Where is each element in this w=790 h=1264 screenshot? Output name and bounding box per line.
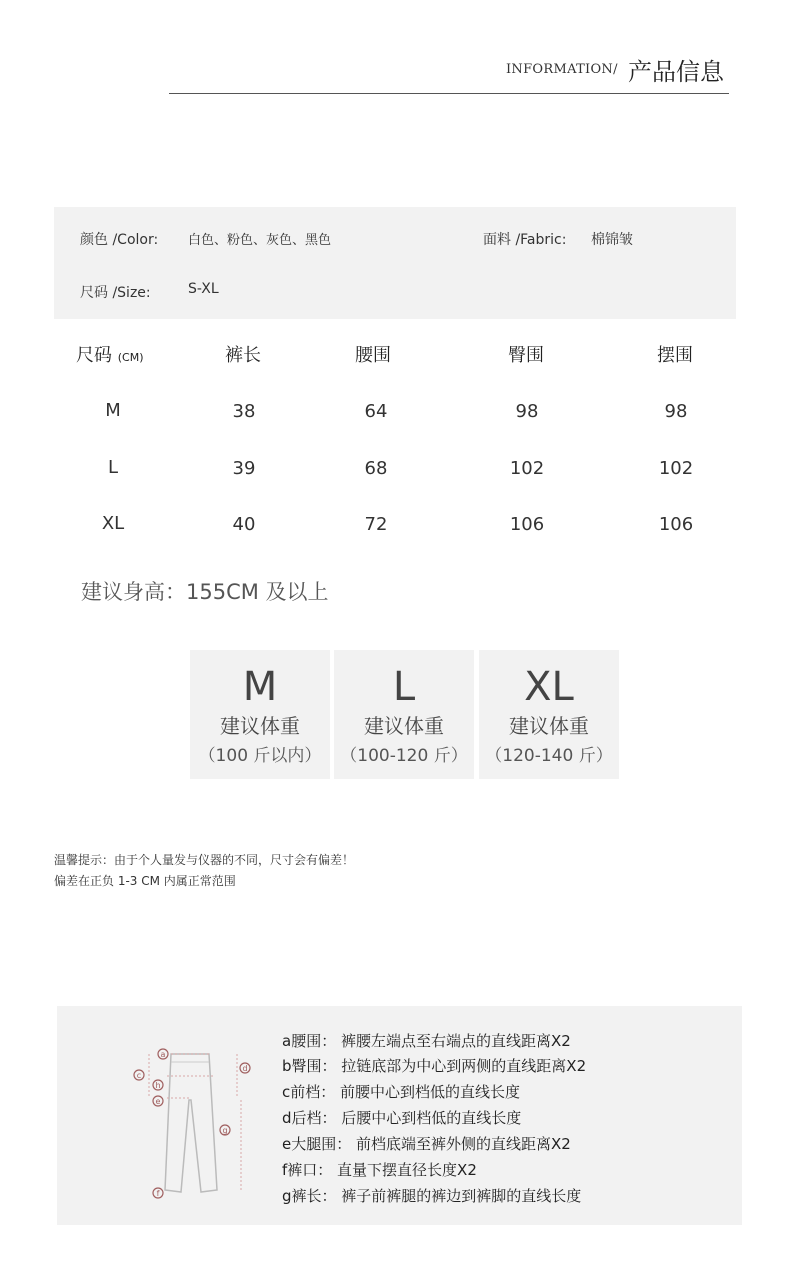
column-header-hip: 臀围	[508, 345, 544, 366]
color-label: 颜色 /Color:	[80, 232, 159, 248]
measurement-a: a腰围： 裤腰左端点至右端点的直线距离X2	[282, 1032, 571, 1050]
fabric-value: 棉锦皱	[591, 232, 633, 248]
table-cell: 106	[509, 514, 545, 535]
card-size: M	[242, 664, 278, 710]
measurement-g: g裤长： 裤子前裤腿的裤边到裤脚的直线长度	[282, 1187, 582, 1205]
size-label: 尺码 /Size:	[80, 285, 151, 301]
color-value: 白色、粉色、灰色、黑色	[188, 233, 332, 248]
size-value: S-XL	[188, 281, 219, 297]
column-header-waist: 腰围	[355, 345, 391, 366]
product-info-panel	[54, 207, 736, 319]
row-size: XL	[101, 513, 125, 534]
card-range: （100-120 斤）	[340, 746, 468, 766]
measurement-e: e大腿围： 前档底端至裤外侧的直线距离X2	[282, 1135, 571, 1153]
header-divider	[169, 93, 729, 94]
table-cell: 102	[658, 458, 694, 479]
card-size: XL	[524, 664, 574, 710]
measurement-b: b臀围： 拉链底部为中心到两侧的直线距离X2	[282, 1057, 587, 1075]
marker-letter: g	[222, 1126, 228, 1135]
table-cell: 39	[232, 458, 256, 479]
pants-outline	[165, 1054, 217, 1192]
card-range: （120-140 斤）	[485, 746, 613, 766]
column-header-hem: 摆围	[657, 345, 693, 366]
table-cell: 38	[232, 401, 256, 422]
table-cell: 98	[664, 401, 688, 422]
header-title-cn: 产品信息	[628, 58, 724, 86]
weight-card-m	[190, 650, 330, 779]
weight-card-xl	[479, 650, 619, 779]
table-cell: 72	[364, 514, 388, 535]
table-cell: 102	[509, 458, 545, 479]
card-label: 建议体重	[220, 714, 300, 738]
fabric-label: 面料 /Fabric:	[483, 232, 567, 248]
table-cell: 64	[364, 401, 388, 422]
card-size: L	[392, 664, 416, 710]
row-size: L	[107, 457, 119, 478]
marker-letter: h	[155, 1081, 161, 1090]
measurement-f: f裤口： 直量下摆直径长度X2	[282, 1161, 477, 1179]
weight-card-l	[334, 650, 474, 779]
table-cell: 106	[658, 514, 694, 535]
tip-line-1: 温馨提示：由于个人量发与仪器的不同，尺寸会有偏差！	[54, 853, 355, 867]
row-size: M	[105, 400, 121, 421]
marker-letter: f	[156, 1189, 160, 1198]
column-header-length: 裤长	[225, 345, 261, 366]
measurement-c: c前档： 前腰中心到档低的直线长度	[282, 1083, 521, 1101]
tip-line-2: 偏差在正负 1-3 CM 内属正常范围	[54, 874, 236, 888]
size-header-unit: (CM)	[117, 351, 144, 364]
header-title-en: INFORMATION/	[506, 62, 618, 77]
size-header-text: 尺码	[76, 345, 112, 366]
height-recommendation: 建议身高：155CM 及以上	[81, 580, 329, 604]
card-range: （100 斤以内）	[198, 746, 322, 766]
measurement-d: d后档： 后腰中心到档低的直线长度	[282, 1109, 522, 1127]
marker-letter: d	[242, 1064, 248, 1073]
marker-letter: e	[155, 1097, 161, 1106]
marker-letter: a	[160, 1050, 166, 1059]
card-label: 建议体重	[509, 714, 589, 738]
table-cell: 68	[364, 458, 388, 479]
pants-measurement-diagram-icon	[125, 1040, 265, 1205]
size-column-header	[76, 341, 144, 367]
table-cell: 40	[232, 514, 256, 535]
table-cell: 98	[515, 401, 539, 422]
card-label: 建议体重	[364, 714, 444, 738]
marker-letter: c	[136, 1071, 142, 1080]
